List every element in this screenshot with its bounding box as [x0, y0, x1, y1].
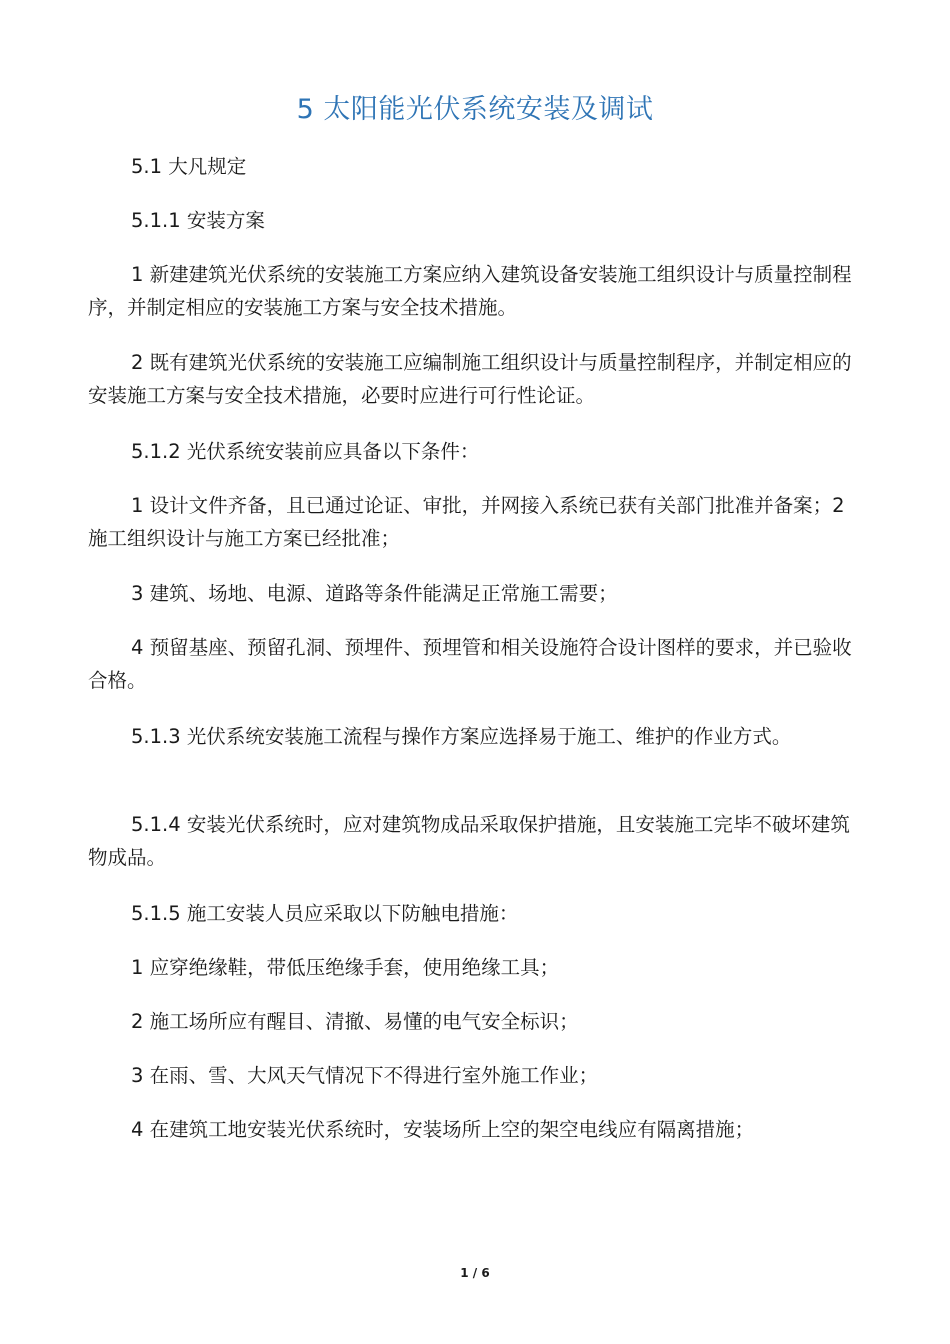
paragraph-condition-1-2: 1 设计文件齐备，且已通过论证、审批，并网接入系统已获有关部门批准并备案；2 施工组织设计与施工方案已经批准； — [88, 494, 845, 550]
paragraph-measure-4: 4 在建筑工地安装光伏系统时，安装场所上空的架空电线应有隔离措施； — [131, 1118, 755, 1141]
paragraph-existing-building: 2 既有建筑光伏系统的安装施工应编制施工组织设计与质量控制程序，并制定相应的安装施工方案与安全技术措施，必要时应进行可行性论证。 — [88, 351, 852, 407]
page-indicator: 1 / 6 — [460, 1266, 490, 1280]
paragraph-condition-4: 4 预留基座、预留孔洞、预埋件、预埋管和相关设施符合设计图样的要求，并已验收合格。 — [88, 636, 852, 692]
paragraph-measure-3: 3 在雨、雪、大风天气情况下不得进行室外施工作业； — [131, 1064, 599, 1087]
paragraph-measure-1: 1 应穿绝缘鞋，带低压绝缘手套，使用绝缘工具； — [131, 956, 560, 979]
paragraph-new-building: 1 新建建筑光伏系统的安装施工方案应纳入建筑设备安装施工组织设计与质量控制程序，并制定相应的安装施工方案与安全技术措施。 — [88, 263, 852, 319]
paragraph-condition-3: 3 建筑、场地、电源、道路等条件能满足正常施工需要； — [131, 582, 618, 605]
subsection-5-1-3: 5.1.3 光伏系统安装施工流程与操作方案应选择易于施工、维护的作业方式。 — [131, 725, 792, 748]
section-heading-5-1: 5.1 大凡规定 — [131, 155, 247, 178]
document-title: 5 太阳能光伏系统安装及调试 — [296, 94, 654, 125]
paragraph-measure-2: 2 施工场所应有醒目、清撤、易懂的电气安全标识； — [131, 1010, 579, 1033]
subsection-heading-5-1-2: 5.1.2 光伏系统安装前应具备以下条件： — [131, 440, 480, 463]
subsection-heading-5-1-1: 5.1.1 安装方案 — [131, 209, 265, 232]
subsection-5-1-4: 5.1.4 安装光伏系统时，应对建筑物成品采取保护措施，且安装施工完毕不破坏建筑物成品。 — [88, 813, 850, 869]
subsection-heading-5-1-5: 5.1.5 施工安装人员应采取以下防触电措施： — [131, 902, 519, 925]
